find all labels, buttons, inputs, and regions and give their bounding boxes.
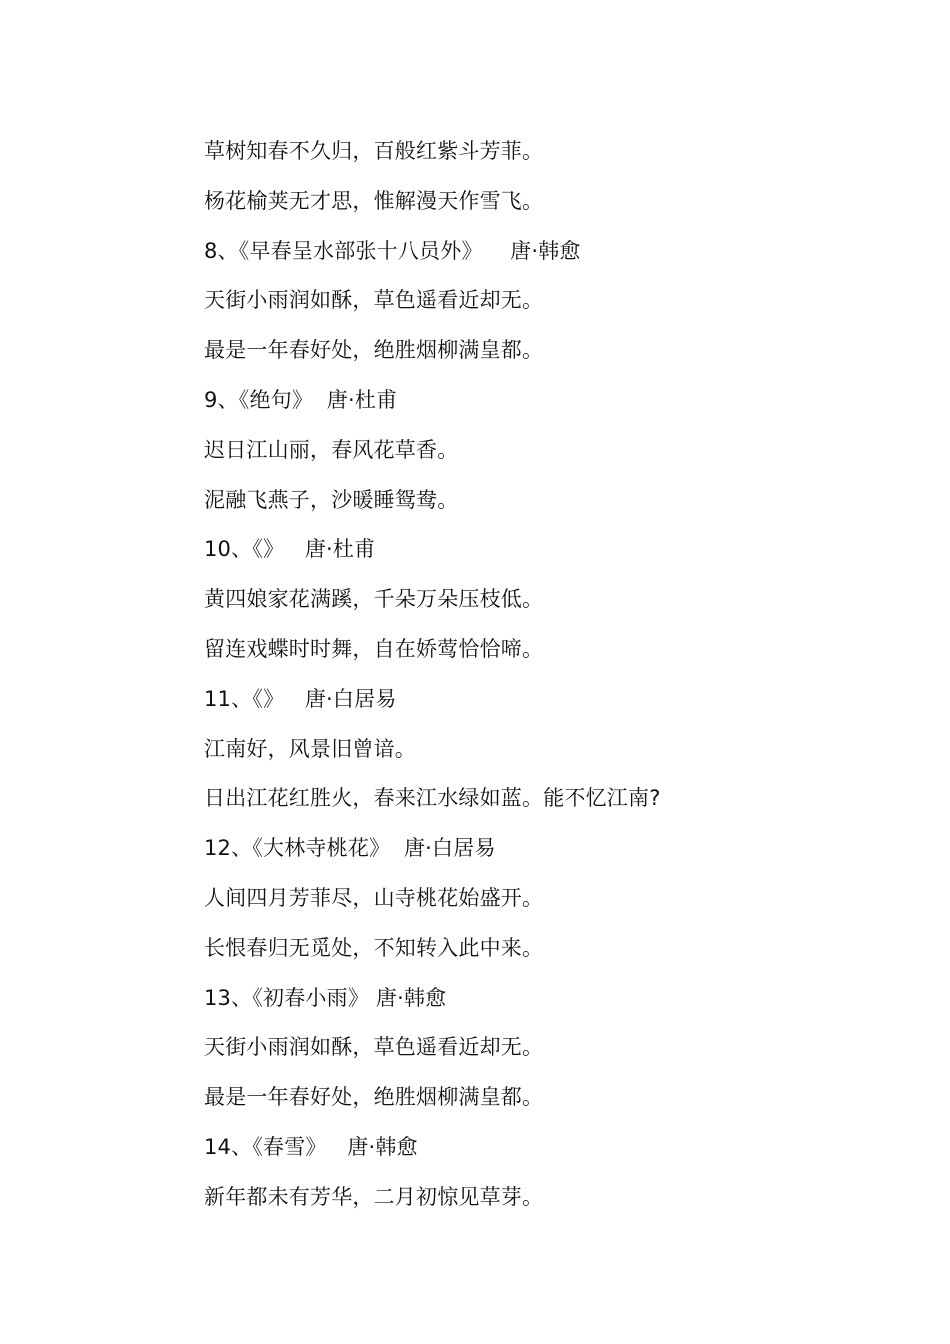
poem-line: 黄四娘家花满蹊，千朵万朵压枝低。 (204, 587, 544, 612)
poem-heading: 11、《》 唐·白居易 (204, 686, 397, 711)
poem-list (204, 131, 884, 1227)
poem-line: 最是一年春好处，绝胜烟柳满皇都。 (204, 338, 544, 363)
poem-line: 长恨春归无觅处，不知转入此中来。 (204, 935, 544, 960)
poem-line: 杨花榆荚无才思，惟解漫天作雪飞。 (204, 188, 544, 213)
poem-line: 天街小雨润如酥，草色遥看近却无。 (204, 1035, 544, 1060)
poem-heading: 13、《初春小雨》 唐·韩愈 (204, 985, 447, 1010)
poem-line: 江南好，风景旧曾谙。 (204, 736, 416, 761)
poem-heading: 14、《春雪》 唐·韩愈 (204, 1134, 418, 1159)
poem-line: 草树知春不久归，百般红紫斗芳菲。 (204, 139, 544, 163)
poem-line: 人间四月芳菲尽，山寺桃花始盛开。 (204, 885, 544, 910)
poem-line: 新年都未有芳华，二月初惊见草芽。 (204, 1184, 544, 1209)
poem-line: 日出江花红胜火，春来江水绿如蓝。能不忆江南? (204, 786, 661, 811)
poem-line: 迟日江山丽，春风花草香。 (204, 437, 459, 462)
poem-line: 天街小雨润如酥，草色遥看近却无。 (204, 288, 544, 313)
poem-heading: 12、《大林寺桃花》 唐·白居易 (204, 836, 496, 861)
poem-line: 最是一年春好处，绝胜烟柳满皇都。 (204, 1085, 544, 1110)
poem-line: 泥融飞燕子，沙暖睡鸳鸯。 (204, 487, 459, 512)
poem-heading: 9、《绝句》 唐·杜甫 (204, 387, 398, 412)
poem-line: 留连戏蝶时时舞，自在娇莺恰恰啼。 (204, 636, 544, 661)
poem-heading: 10、《》 唐·杜甫 (204, 537, 376, 562)
poem-heading: 8、《早春呈水部张十八员外》 唐·韩愈 (204, 238, 581, 263)
